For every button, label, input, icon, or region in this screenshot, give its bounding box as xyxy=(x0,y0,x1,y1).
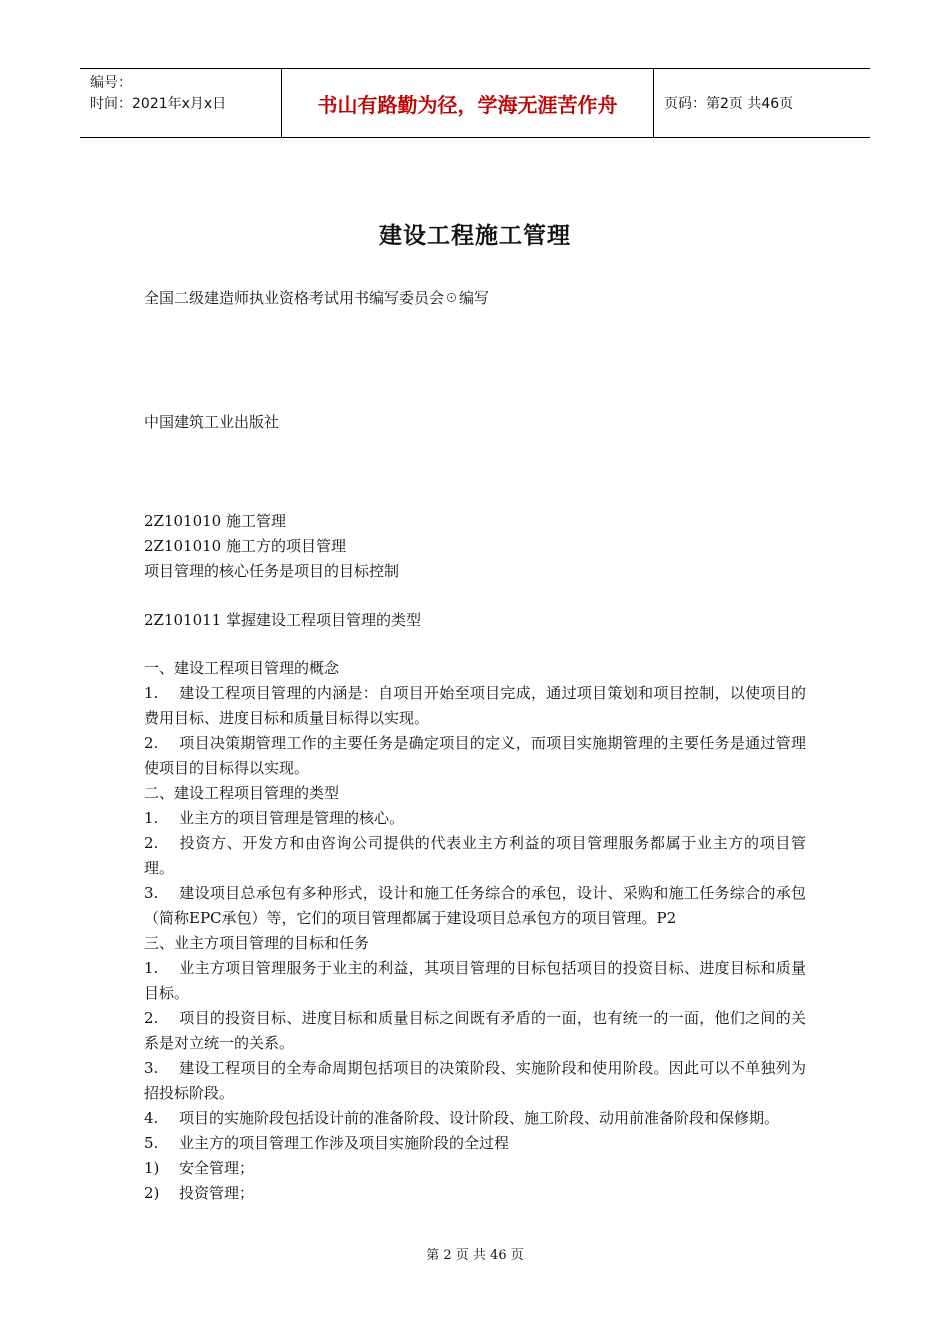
paragraph-text: 投资方、开发方和由咨询公司提供的代表业主方利益的项目管理服务都属于业主方的项目管理。 xyxy=(144,834,806,877)
item-number: 1) xyxy=(144,1159,160,1177)
time-label: 时间：2021年x月x日 xyxy=(90,96,227,112)
header-motto: 书山有路勤为径，学海无涯苦作舟 xyxy=(281,69,654,137)
header-left-cell xyxy=(80,69,281,137)
body-paragraph xyxy=(144,806,806,831)
body-paragraph xyxy=(144,781,806,806)
serial-label: 编号： xyxy=(90,75,132,91)
body-paragraph xyxy=(144,831,806,881)
paragraph-text: 一、建设工程项目管理的概念 xyxy=(144,659,340,677)
body-paragraph xyxy=(144,1056,806,1106)
item-number: 1. xyxy=(144,809,159,827)
paragraph-text: 二、建设工程项目管理的类型 xyxy=(144,784,340,802)
item-number: 2. xyxy=(144,834,159,852)
author-line: 全国二级建造师执业资格考试用书编写委员会☉编写 xyxy=(144,289,490,307)
body-paragraph xyxy=(144,1006,806,1056)
body-paragraph xyxy=(144,1156,806,1181)
item-number: 2. xyxy=(144,734,159,752)
paragraph-text: 三、业主方项目管理的目标和任务 xyxy=(144,934,370,952)
item-number: 2) xyxy=(144,1184,160,1202)
paragraph-text: 业主方的项目管理是管理的核心。 xyxy=(179,809,405,827)
paragraph-text: 建设工程项目的全寿命周期包括项目的决策阶段、实施阶段和使用阶段。因此可以不单独列为招投标阶段。 xyxy=(144,1059,806,1102)
page-header xyxy=(80,68,870,138)
body-paragraph xyxy=(144,1131,806,1156)
body-paragraph xyxy=(144,1181,806,1206)
item-number: 1. xyxy=(144,959,159,977)
document-title: 建设工程施工管理 xyxy=(379,223,571,249)
paragraph-text: 安全管理； xyxy=(179,1159,255,1177)
item-number: 2. xyxy=(144,1009,159,1027)
paragraph-text: 投资管理； xyxy=(179,1184,255,1202)
core-task-line: 项目管理的核心任务是项目的目标控制 xyxy=(144,562,400,580)
page-footer: 第 2 页 共 46 页 xyxy=(426,1248,524,1263)
section-code-1: 2Z101010 施工管理 xyxy=(144,512,286,530)
body-paragraph xyxy=(144,681,806,731)
paragraph-text: 项目决策期管理工作的主要任务是确定项目的定义，而项目实施期管理的主要任务是通过管理使项目的目标得以实现。 xyxy=(144,734,806,777)
body-paragraph xyxy=(144,956,806,1006)
paragraph-text: 项目的投资目标、进度目标和质量目标之间既有矛盾的一面，也有统一的一面，他们之间的关系是对立统一的关系。 xyxy=(144,1009,806,1052)
body-paragraph xyxy=(144,731,806,781)
body-paragraph xyxy=(144,881,806,931)
section-code-3: 2Z101011 掌握建设工程项目管理的类型 xyxy=(144,611,421,629)
body-content xyxy=(144,656,806,1206)
paragraph-text: 项目的实施阶段包括设计前的准备阶段、设计阶段、施工阶段、动用前准备阶段和保修期。 xyxy=(179,1109,780,1127)
paragraph-text: 建设工程项目管理的内涵是：自项目开始至项目完成，通过项目策划和项目控制，以使项目的费用目标、进度目标和质量目标得以实现。 xyxy=(144,684,806,727)
item-number: 4. xyxy=(144,1109,159,1127)
item-number: 1. xyxy=(144,684,159,702)
header-page-info: 页码：第2页 共46页 xyxy=(664,96,794,112)
item-number: 5. xyxy=(144,1134,159,1152)
paragraph-text: 业主方项目管理服务于业主的利益，其项目管理的目标包括项目的投资目标、进度目标和质量目标。 xyxy=(144,959,806,1002)
item-number: 3. xyxy=(144,884,159,902)
item-number: 3. xyxy=(144,1059,159,1077)
publisher-line: 中国建筑工业出版社 xyxy=(144,413,280,431)
body-paragraph xyxy=(144,656,806,681)
paragraph-text: 业主方的项目管理工作涉及项目实施阶段的全过程 xyxy=(179,1134,510,1152)
body-paragraph xyxy=(144,931,806,956)
paragraph-text: 建设项目总承包有多种形式，设计和施工任务综合的承包，设计、采购和施工任务综合的承包（简称EPC承包）等，它们的项目管理都属于建设项目总承包方的项目管理。P2 xyxy=(144,884,806,927)
body-paragraph xyxy=(144,1106,806,1131)
section-code-2: 2Z101010 施工方的项目管理 xyxy=(144,537,346,555)
